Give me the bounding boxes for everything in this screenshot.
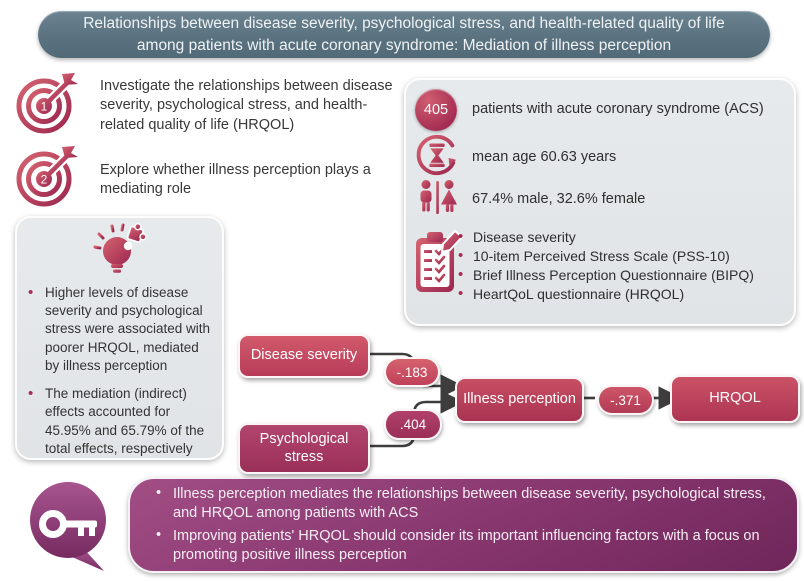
objective-2-text: Explore whether illness perception plays a mediating role <box>100 162 371 198</box>
node-label: Disease severity <box>250 347 358 364</box>
node-label: Psychological stress <box>259 431 349 465</box>
objective-1-text: Investigate the relationships between disease severity, psychological stress, and health-related quality of life (HRQOL) <box>100 78 393 133</box>
node-illness-perception <box>455 377 584 423</box>
svg-text:1: 1 <box>40 99 48 114</box>
title-line-1: Relationships between disease severity, psychological stress, and health-related quality of life <box>83 14 725 32</box>
gender-text: 67.4% male, 32.6% female <box>472 191 646 207</box>
findings-list <box>28 284 212 468</box>
conclusions-list <box>130 482 797 568</box>
node-hrqol <box>670 375 800 423</box>
sample-count-badge <box>415 89 457 131</box>
target-2-icon <box>15 144 79 208</box>
key-takeaway-icon <box>28 477 112 573</box>
conclusion-banner <box>128 477 799 573</box>
title-line-2: among patients with acute coronary syndrome: Mediation of illness perception <box>136 36 672 54</box>
measure-item: • Brief Illness Perception Questionnaire (BIPQ) <box>456 266 754 285</box>
finding-item: • Higher levels of disease severity and psychological stress were associated with poorer HRQOL, mediated by illness perception <box>28 284 212 375</box>
target-1-icon <box>15 71 79 135</box>
sample-text: patients with acute coronary syndrome (ACS) <box>472 101 764 117</box>
node-psychological-stress <box>238 423 370 474</box>
conclusion-item: • Improving patients' HRQOL should consider its important influencing factors with a focus on promoting positive illness perception <box>154 527 783 566</box>
coefficient-disease-mediator <box>384 357 440 387</box>
methods-panel <box>404 78 796 326</box>
coefficient-value: -.183 <box>396 364 428 380</box>
coefficient-mediator-outcome <box>597 385 654 415</box>
title-banner <box>38 11 770 58</box>
measure-item: • Disease severity <box>456 228 754 247</box>
gender-icon <box>416 178 460 222</box>
idea-lightbulb-icon <box>89 220 151 282</box>
coefficient-value: .404 <box>399 417 427 432</box>
finding-item: • The mediation (indirect) effects accounted for 45.95% and 65.79% of the total effects, respectively <box>28 385 212 458</box>
age-hourglass-icon <box>414 133 460 179</box>
sample-count: 405 <box>423 102 449 118</box>
measure-item: • HeartQoL questionnaire (HRQOL) <box>456 285 754 304</box>
svg-text:2: 2 <box>40 172 48 187</box>
coefficient-stress-mediator <box>384 409 442 440</box>
node-disease-severity <box>238 334 370 378</box>
measure-item: • 10-item Perceived Stress Scale (PSS-10) <box>456 247 754 266</box>
conclusion-item: • Illness perception mediates the relationships between disease severity, psychological stress, and HRQOL among patients with ACS <box>154 485 783 524</box>
node-label: Illness perception <box>463 391 576 408</box>
node-label: HRQOL <box>709 390 761 407</box>
findings-panel <box>15 216 224 460</box>
measures-list <box>456 228 754 304</box>
age-text: mean age 60.63 years <box>472 149 617 165</box>
coefficient-value: -.371 <box>610 392 641 408</box>
